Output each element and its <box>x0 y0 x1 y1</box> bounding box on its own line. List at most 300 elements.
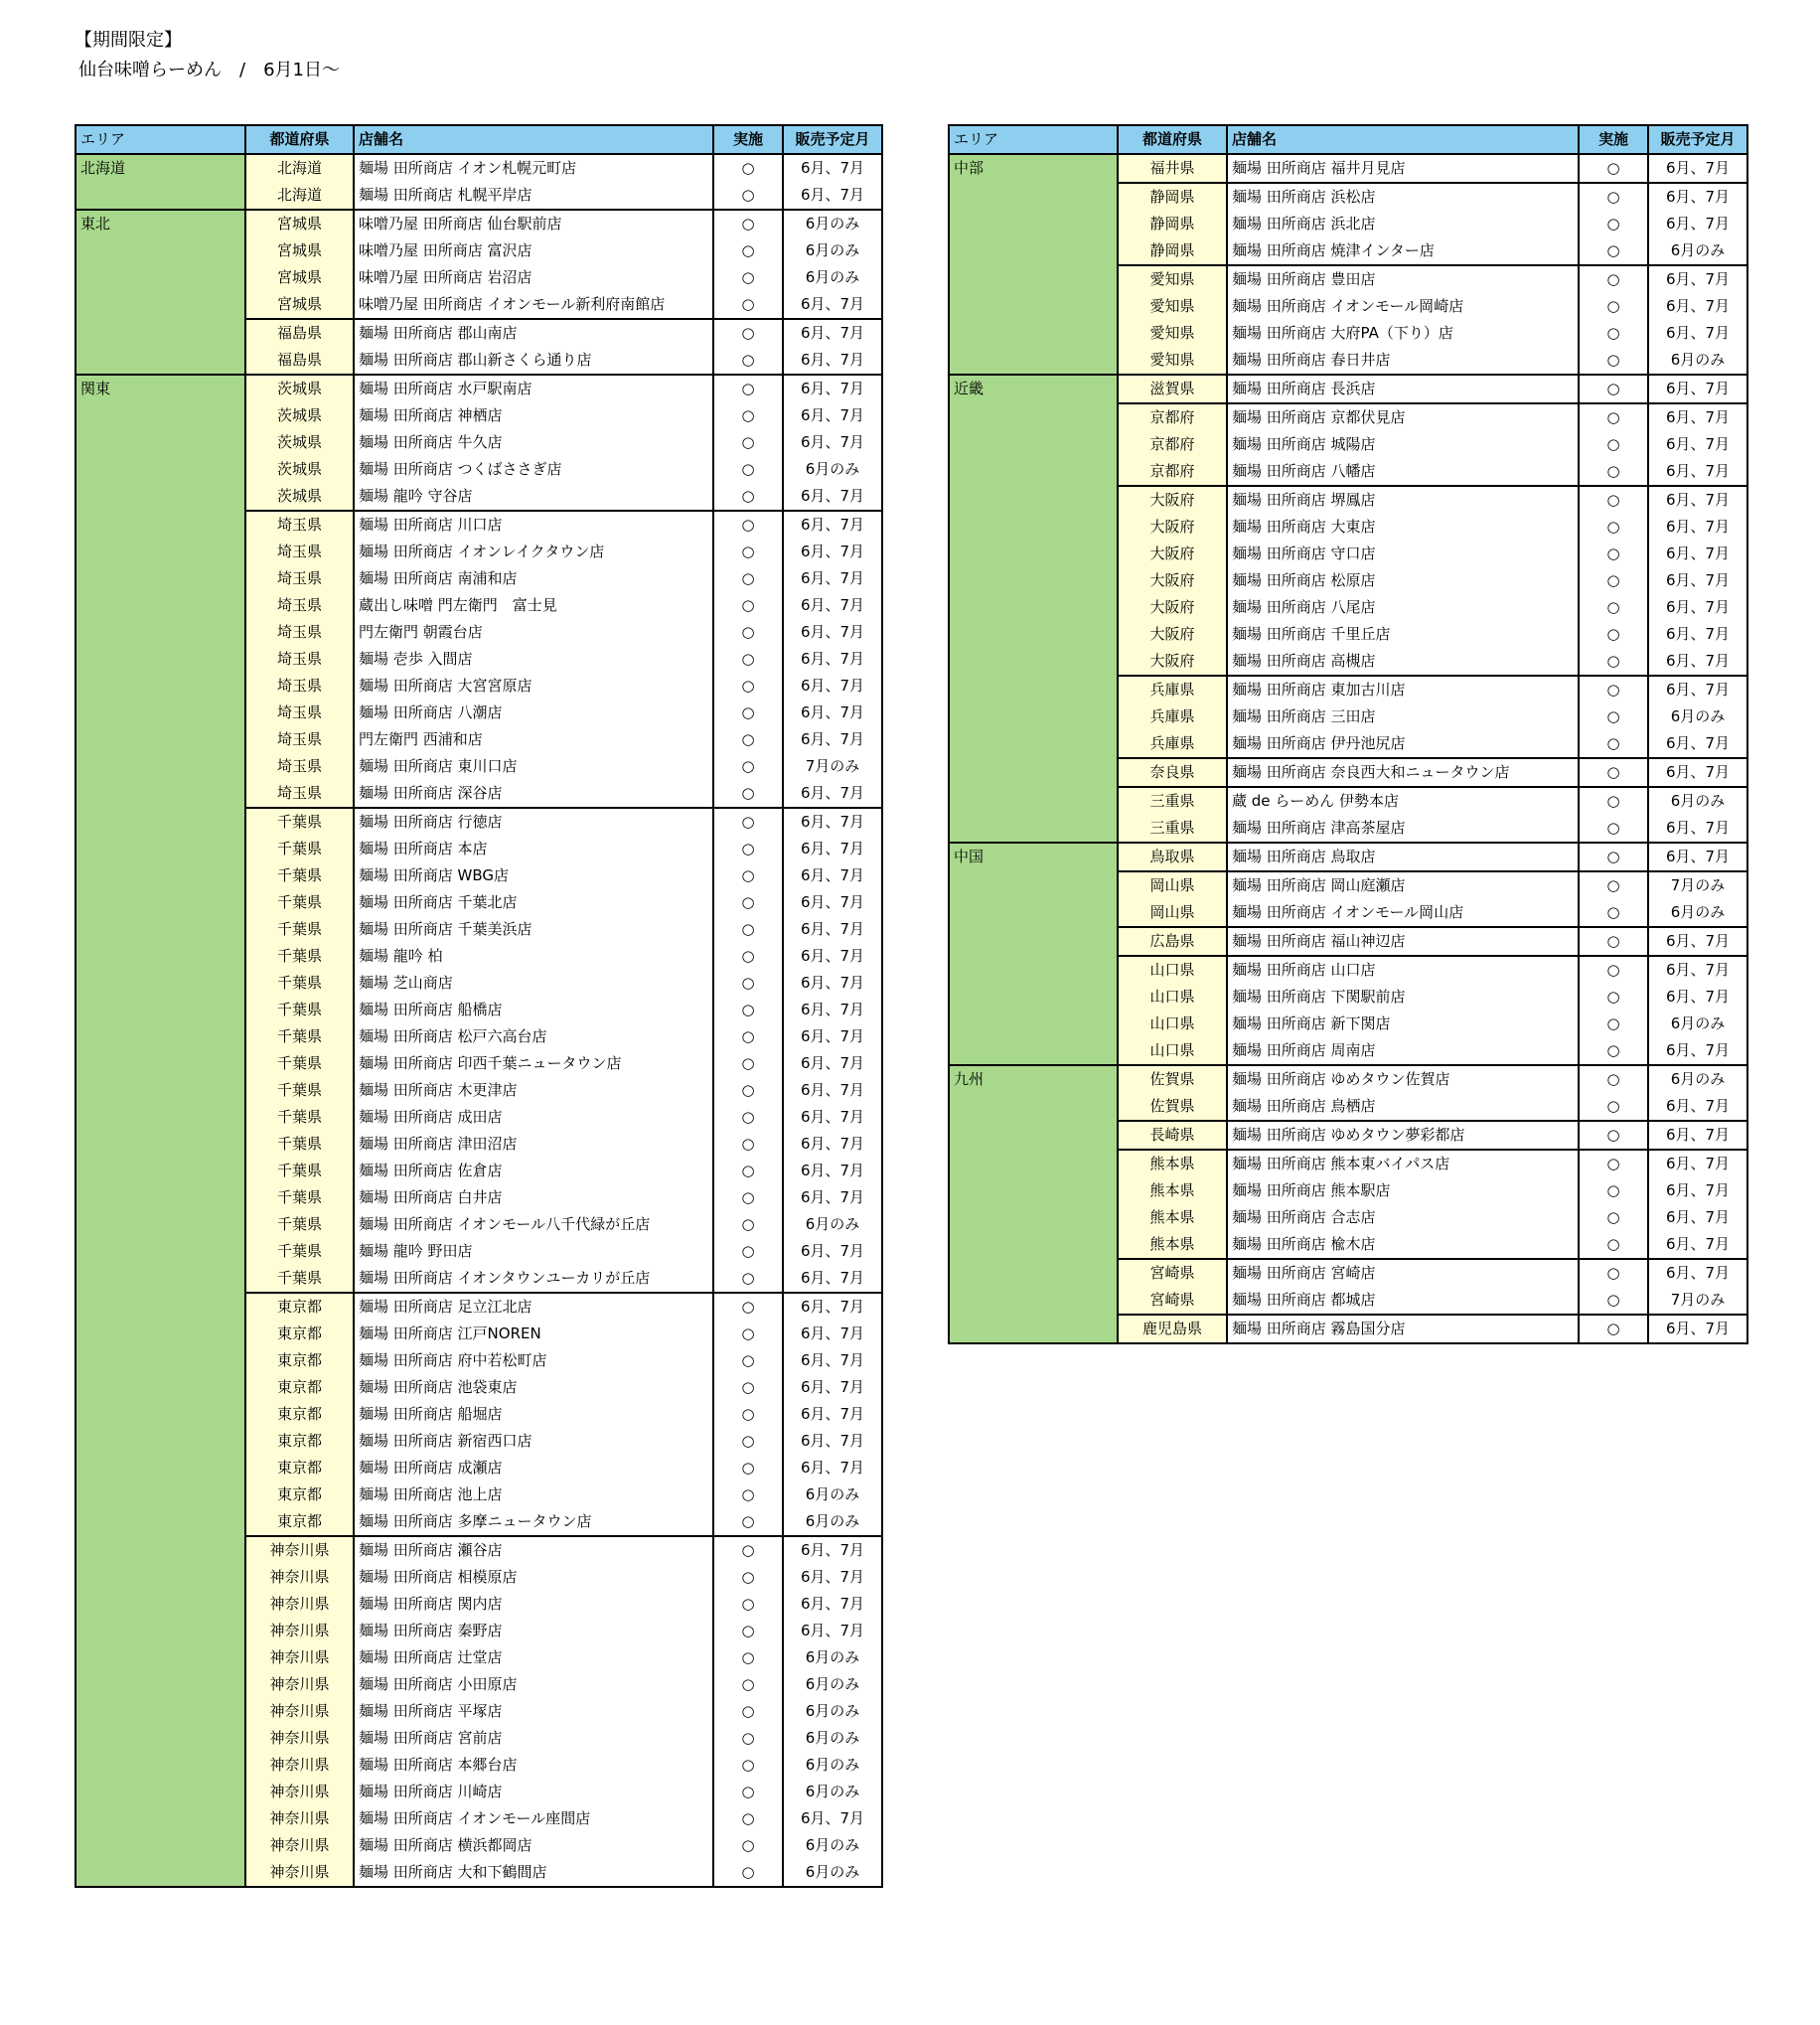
prefecture-cell: 神奈川県 <box>245 1591 354 1618</box>
store-name-cell: 麺場 田所商店 宮崎店 <box>1227 1259 1579 1287</box>
store-name-cell: 麺場 田所商店 横浜都岡店 <box>354 1832 713 1859</box>
store-table-left <box>75 124 883 1888</box>
sales-month-cell: 6月、7月 <box>1648 320 1747 347</box>
prefecture-cell: 神奈川県 <box>245 1536 354 1564</box>
prefecture-cell: 三重県 <box>1118 815 1227 843</box>
store-name-cell: 麺場 田所商店 WBG店 <box>354 862 713 889</box>
sales-month-cell: 7月のみ <box>1648 1287 1747 1315</box>
prefecture-cell: 長崎県 <box>1118 1121 1227 1150</box>
store-name-cell: 麺場 田所商店 福山神辺店 <box>1227 927 1579 956</box>
implementation-mark: ○ <box>713 1374 783 1401</box>
prefecture-cell: 大阪府 <box>1118 541 1227 567</box>
implementation-mark: ○ <box>1579 403 1648 431</box>
store-name-cell: 麺場 田所商店 イオンモール座間店 <box>354 1805 713 1832</box>
table-header-row <box>949 125 1747 154</box>
store-name-cell: 麺場 田所商店 大府PA（下り）店 <box>1227 320 1579 347</box>
sales-month-cell: 6月、7月 <box>1648 730 1747 758</box>
area-cell: 北海道 <box>76 154 245 210</box>
sales-month-cell: 6月、7月 <box>783 319 882 347</box>
sales-month-cell: 6月、7月 <box>1648 758 1747 787</box>
sales-month-cell: 6月、7月 <box>1648 1093 1747 1121</box>
prefecture-cell: 岡山県 <box>1118 899 1227 927</box>
implementation-mark: ○ <box>713 456 783 483</box>
store-name-cell: 麺場 田所商店 小田原店 <box>354 1671 713 1698</box>
sales-month-cell: 6月、7月 <box>783 347 882 375</box>
prefecture-cell: 広島県 <box>1118 927 1227 956</box>
store-name-cell: 麺場 田所商店 都城店 <box>1227 1287 1579 1315</box>
sales-month-cell: 6月のみ <box>1648 787 1747 815</box>
store-name-cell: 麺場 田所商店 秦野店 <box>354 1618 713 1644</box>
prefecture-cell: 埼玉県 <box>245 726 354 753</box>
column-header-impl: 実施 <box>1579 125 1648 154</box>
sales-month-cell: 6月のみ <box>783 1779 882 1805</box>
store-name-cell: 麺場 田所商店 相模原店 <box>354 1564 713 1591</box>
sales-month-cell: 6月、7月 <box>783 511 882 539</box>
store-name-cell: 麺場 田所商店 大和下鶴間店 <box>354 1859 713 1887</box>
column-header-store: 店舗名 <box>1227 125 1579 154</box>
sales-month-cell: 6月、7月 <box>1648 1150 1747 1177</box>
store-name-cell: 麺場 龍吟 柏 <box>354 943 713 970</box>
store-name-cell: 麺場 田所商店 平塚店 <box>354 1698 713 1725</box>
implementation-mark: ○ <box>713 1077 783 1104</box>
prefecture-cell: 神奈川県 <box>245 1752 354 1779</box>
implementation-mark: ○ <box>1579 956 1648 984</box>
prefecture-cell: 奈良県 <box>1118 758 1227 787</box>
prefecture-cell: 千葉県 <box>245 1050 354 1077</box>
sales-month-cell: 6月、7月 <box>1648 183 1747 211</box>
table-header-row <box>76 125 882 154</box>
sales-month-cell: 6月、7月 <box>1648 541 1747 567</box>
sales-month-cell: 6月、7月 <box>783 592 882 619</box>
implementation-mark: ○ <box>713 1481 783 1508</box>
prefecture-cell: 神奈川県 <box>245 1805 354 1832</box>
sales-month-cell: 6月、7月 <box>1648 1177 1747 1204</box>
sales-month-cell: 6月、7月 <box>783 1347 882 1374</box>
implementation-mark: ○ <box>713 1644 783 1671</box>
prefecture-cell: 大阪府 <box>1118 621 1227 648</box>
sales-month-cell: 6月、7月 <box>783 1618 882 1644</box>
implementation-mark: ○ <box>713 997 783 1023</box>
period-label: 【期間限定】 <box>75 30 182 51</box>
store-name-cell: 麺場 田所商店 下関駅前店 <box>1227 984 1579 1011</box>
implementation-mark: ○ <box>713 1859 783 1887</box>
sales-month-cell: 6月、7月 <box>783 1184 882 1211</box>
implementation-mark: ○ <box>713 237 783 264</box>
sales-month-cell: 6月、7月 <box>1648 375 1747 403</box>
sales-month-cell: 6月、7月 <box>783 154 882 182</box>
sales-month-cell: 6月、7月 <box>783 1374 882 1401</box>
sales-month-cell: 6月、7月 <box>783 836 882 862</box>
sales-month-cell: 6月のみ <box>783 1832 882 1859</box>
prefecture-cell: 鳥取県 <box>1118 843 1227 871</box>
prefecture-cell: 熊本県 <box>1118 1204 1227 1231</box>
sales-month-cell: 6月のみ <box>783 1211 882 1238</box>
prefecture-cell: 大阪府 <box>1118 514 1227 541</box>
implementation-mark: ○ <box>713 970 783 997</box>
store-name-cell: 麺場 田所商店 川口店 <box>354 511 713 539</box>
sales-month-cell: 6月、7月 <box>783 1238 882 1265</box>
sales-month-cell: 6月、7月 <box>1648 1231 1747 1259</box>
store-name-cell: 味噌乃屋 田所商店 岩沼店 <box>354 264 713 291</box>
sales-month-cell: 6月、7月 <box>1648 843 1747 871</box>
prefecture-cell: 千葉県 <box>245 970 354 997</box>
implementation-mark: ○ <box>1579 237 1648 265</box>
store-name-cell: 麺場 田所商店 熊本東バイパス店 <box>1227 1150 1579 1177</box>
store-name-cell: 麺場 田所商店 霧島国分店 <box>1227 1315 1579 1343</box>
prefecture-cell: 神奈川県 <box>245 1644 354 1671</box>
implementation-mark: ○ <box>713 483 783 511</box>
store-name-cell: 麺場 田所商店 宮前店 <box>354 1725 713 1752</box>
implementation-mark: ○ <box>1579 815 1648 843</box>
store-name-cell: 麺場 田所商店 行徳店 <box>354 808 713 836</box>
sales-month-cell: 6月、7月 <box>783 483 882 511</box>
store-name-cell: 麺場 田所商店 奈良西大和ニュータウン店 <box>1227 758 1579 787</box>
sales-month-cell: 6月のみ <box>783 1671 882 1698</box>
implementation-mark: ○ <box>1579 211 1648 237</box>
implementation-mark: ○ <box>713 511 783 539</box>
implementation-mark: ○ <box>713 943 783 970</box>
prefecture-cell: 愛知県 <box>1118 347 1227 375</box>
sales-month-cell: 6月、7月 <box>783 402 882 429</box>
prefecture-cell: 宮城県 <box>245 210 354 237</box>
store-name-cell: 麺場 田所商店 イオンタウンユーカリが丘店 <box>354 1265 713 1293</box>
table-row <box>76 154 882 182</box>
implementation-mark: ○ <box>713 673 783 700</box>
implementation-mark: ○ <box>1579 927 1648 956</box>
store-name-cell: 麺場 龍吟 野田店 <box>354 1238 713 1265</box>
store-name-cell: 麺場 田所商店 イオンモール岡崎店 <box>1227 293 1579 320</box>
sales-month-cell: 6月のみ <box>783 210 882 237</box>
implementation-mark: ○ <box>713 1508 783 1536</box>
implementation-mark: ○ <box>1579 984 1648 1011</box>
sales-month-cell: 6月、7月 <box>783 646 882 673</box>
sales-month-cell: 6月、7月 <box>1648 293 1747 320</box>
store-name-cell: 麺場 田所商店 津田沼店 <box>354 1131 713 1158</box>
prefecture-cell: 宮城県 <box>245 237 354 264</box>
implementation-mark: ○ <box>1579 154 1648 183</box>
sales-month-cell: 6月、7月 <box>1648 984 1747 1011</box>
sales-month-cell: 6月、7月 <box>783 862 882 889</box>
implementation-mark: ○ <box>1579 293 1648 320</box>
implementation-mark: ○ <box>713 429 783 456</box>
implementation-mark: ○ <box>713 319 783 347</box>
sales-month-cell: 6月のみ <box>783 1481 882 1508</box>
implementation-mark: ○ <box>1579 1231 1648 1259</box>
prefecture-cell: 山口県 <box>1118 984 1227 1011</box>
store-name-cell: 麺場 田所商店 岡山庭瀬店 <box>1227 871 1579 899</box>
table-row <box>949 375 1747 403</box>
prefecture-cell: 東京都 <box>245 1508 354 1536</box>
store-name-cell: 麺場 田所商店 八潮店 <box>354 700 713 726</box>
store-name-cell: 麺場 田所商店 白井店 <box>354 1184 713 1211</box>
implementation-mark: ○ <box>1579 1204 1648 1231</box>
implementation-mark: ○ <box>1579 541 1648 567</box>
store-name-cell: 麺場 田所商店 春日井店 <box>1227 347 1579 375</box>
sales-month-cell: 6月のみ <box>1648 347 1747 375</box>
sales-month-cell: 6月、7月 <box>1648 1121 1747 1150</box>
sales-month-cell: 6月、7月 <box>783 780 882 808</box>
store-name-cell: 麺場 田所商店 池袋東店 <box>354 1374 713 1401</box>
implementation-mark: ○ <box>713 154 783 182</box>
implementation-mark: ○ <box>713 1293 783 1321</box>
prefecture-cell: 神奈川県 <box>245 1671 354 1698</box>
implementation-mark: ○ <box>713 862 783 889</box>
prefecture-cell: 千葉県 <box>245 808 354 836</box>
implementation-mark: ○ <box>713 1023 783 1050</box>
implementation-mark: ○ <box>1579 458 1648 486</box>
area-cell: 中国 <box>949 843 1118 1065</box>
implementation-mark: ○ <box>713 1158 783 1184</box>
sales-month-cell: 6月のみ <box>783 1752 882 1779</box>
store-name-cell: 麺場 田所商店 新宿西口店 <box>354 1428 713 1455</box>
sales-month-cell: 6月、7月 <box>783 916 882 943</box>
store-table-right <box>948 124 1748 1344</box>
implementation-mark: ○ <box>713 1698 783 1725</box>
sales-month-cell: 6月のみ <box>783 1859 882 1887</box>
sales-month-cell: 6月のみ <box>783 1508 882 1536</box>
prefecture-cell: 熊本県 <box>1118 1231 1227 1259</box>
prefecture-cell: 埼玉県 <box>245 565 354 592</box>
document-title: 仙台味噌らーめん / 6月1日～ <box>78 60 340 80</box>
prefecture-cell: 山口県 <box>1118 956 1227 984</box>
sales-month-cell: 6月、7月 <box>1648 458 1747 486</box>
store-name-cell: 麺場 田所商店 豊田店 <box>1227 265 1579 293</box>
store-name-cell: 麺場 田所商店 津高茶屋店 <box>1227 815 1579 843</box>
sales-month-cell: 6月、7月 <box>1648 648 1747 676</box>
implementation-mark: ○ <box>713 1211 783 1238</box>
implementation-mark: ○ <box>713 1131 783 1158</box>
implementation-mark: ○ <box>713 182 783 210</box>
prefecture-cell: 神奈川県 <box>245 1698 354 1725</box>
implementation-mark: ○ <box>713 539 783 565</box>
prefecture-cell: 千葉県 <box>245 916 354 943</box>
prefecture-cell: 神奈川県 <box>245 1859 354 1887</box>
sales-month-cell: 6月、7月 <box>1648 211 1747 237</box>
sales-month-cell: 6月のみ <box>1648 703 1747 730</box>
prefecture-cell: 千葉県 <box>245 1104 354 1131</box>
implementation-mark: ○ <box>713 592 783 619</box>
store-name-cell: 麺場 田所商店 瀬谷店 <box>354 1536 713 1564</box>
implementation-mark: ○ <box>713 700 783 726</box>
implementation-mark: ○ <box>1579 730 1648 758</box>
prefecture-cell: 千葉県 <box>245 1184 354 1211</box>
sales-month-cell: 6月、7月 <box>1648 594 1747 621</box>
prefecture-cell: 千葉県 <box>245 1077 354 1104</box>
implementation-mark: ○ <box>1579 265 1648 293</box>
sales-month-cell: 6月、7月 <box>1648 927 1747 956</box>
store-name-cell: 麺場 田所商店 ゆめタウン夢彩都店 <box>1227 1121 1579 1150</box>
implementation-mark: ○ <box>1579 648 1648 676</box>
area-cell: 中部 <box>949 154 1118 375</box>
prefecture-cell: 神奈川県 <box>245 1618 354 1644</box>
implementation-mark: ○ <box>713 291 783 319</box>
store-name-cell: 麺場 田所商店 堺鳳店 <box>1227 486 1579 514</box>
prefecture-cell: 茨城県 <box>245 429 354 456</box>
sales-month-cell: 6月、7月 <box>783 889 882 916</box>
sales-month-cell: 6月、7月 <box>1648 431 1747 458</box>
implementation-mark: ○ <box>713 916 783 943</box>
store-name-cell: 門左衛門 西浦和店 <box>354 726 713 753</box>
sales-month-cell: 6月、7月 <box>783 943 882 970</box>
implementation-mark: ○ <box>713 1104 783 1131</box>
implementation-mark: ○ <box>713 1184 783 1211</box>
sales-month-cell: 6月、7月 <box>1648 1037 1747 1065</box>
prefecture-cell: 東京都 <box>245 1347 354 1374</box>
prefecture-cell: 神奈川県 <box>245 1725 354 1752</box>
prefecture-cell: 滋賀県 <box>1118 375 1227 403</box>
store-name-cell: 麺場 田所商店 イオンモール八千代緑が丘店 <box>354 1211 713 1238</box>
sales-month-cell: 6月、7月 <box>783 997 882 1023</box>
store-name-cell: 麺場 田所商店 イオンモール岡山店 <box>1227 899 1579 927</box>
sales-month-cell: 6月のみ <box>783 1698 882 1725</box>
store-name-cell: 麺場 田所商店 郡山南店 <box>354 319 713 347</box>
prefecture-cell: 北海道 <box>245 154 354 182</box>
implementation-mark: ○ <box>1579 899 1648 927</box>
sales-month-cell: 6月のみ <box>783 1725 882 1752</box>
store-name-cell: 麺場 田所商店 松原店 <box>1227 567 1579 594</box>
prefecture-cell: 三重県 <box>1118 787 1227 815</box>
sales-month-cell: 6月、7月 <box>783 1591 882 1618</box>
implementation-mark: ○ <box>713 1265 783 1293</box>
store-name-cell: 麺場 田所商店 水戸駅南店 <box>354 375 713 402</box>
prefecture-cell: 茨城県 <box>245 456 354 483</box>
table-row <box>949 154 1747 183</box>
prefecture-cell: 千葉県 <box>245 1131 354 1158</box>
store-name-cell: 麺場 田所商店 福井月見店 <box>1227 154 1579 183</box>
implementation-mark: ○ <box>713 836 783 862</box>
prefecture-cell: 宮崎県 <box>1118 1259 1227 1287</box>
sales-month-cell: 6月、7月 <box>783 1158 882 1184</box>
sales-month-cell: 6月のみ <box>1648 899 1747 927</box>
implementation-mark: ○ <box>1579 486 1648 514</box>
prefecture-cell: 東京都 <box>245 1374 354 1401</box>
prefecture-cell: 愛知県 <box>1118 320 1227 347</box>
implementation-mark: ○ <box>713 1347 783 1374</box>
prefecture-cell: 東京都 <box>245 1481 354 1508</box>
prefecture-cell: 大阪府 <box>1118 648 1227 676</box>
sales-month-cell: 6月、7月 <box>1648 154 1747 183</box>
sales-month-cell: 6月、7月 <box>783 565 882 592</box>
sales-month-cell: 6月、7月 <box>783 1536 882 1564</box>
prefecture-cell: 佐賀県 <box>1118 1065 1227 1093</box>
store-name-cell: 麺場 田所商店 楡木店 <box>1227 1231 1579 1259</box>
prefecture-cell: 神奈川県 <box>245 1564 354 1591</box>
implementation-mark: ○ <box>1579 1150 1648 1177</box>
implementation-mark: ○ <box>1579 320 1648 347</box>
store-name-cell: 麺場 田所商店 郡山新さくら通り店 <box>354 347 713 375</box>
prefecture-cell: 埼玉県 <box>245 780 354 808</box>
implementation-mark: ○ <box>713 1591 783 1618</box>
prefecture-cell: 千葉県 <box>245 1023 354 1050</box>
store-name-cell: 麺場 田所商店 ゆめタウン佐賀店 <box>1227 1065 1579 1093</box>
table-row <box>76 375 882 402</box>
implementation-mark: ○ <box>1579 1259 1648 1287</box>
column-header-month: 販売予定月 <box>1648 125 1747 154</box>
sales-month-cell: 6月、7月 <box>783 1293 882 1321</box>
prefecture-cell: 千葉県 <box>245 997 354 1023</box>
store-name-cell: 麺場 田所商店 江戸NOREN <box>354 1321 713 1347</box>
sales-month-cell: 6月、7月 <box>783 726 882 753</box>
store-name-cell: 味噌乃屋 田所商店 仙台駅前店 <box>354 210 713 237</box>
store-name-cell: 麺場 田所商店 三田店 <box>1227 703 1579 730</box>
prefecture-cell: 愛知県 <box>1118 293 1227 320</box>
implementation-mark: ○ <box>713 1536 783 1564</box>
implementation-mark: ○ <box>713 210 783 237</box>
implementation-mark: ○ <box>713 646 783 673</box>
sales-month-cell: 6月、7月 <box>1648 621 1747 648</box>
prefecture-cell: 宮崎県 <box>1118 1287 1227 1315</box>
sales-month-cell: 6月、7月 <box>783 1077 882 1104</box>
sales-month-cell: 6月、7月 <box>1648 956 1747 984</box>
sales-month-cell: 6月、7月 <box>783 291 882 319</box>
implementation-mark: ○ <box>1579 843 1648 871</box>
store-name-cell: 麺場 田所商店 熊本駅店 <box>1227 1177 1579 1204</box>
store-name-cell: 麺場 田所商店 船堀店 <box>354 1401 713 1428</box>
implementation-mark: ○ <box>713 1455 783 1481</box>
sales-month-cell: 6月、7月 <box>783 970 882 997</box>
implementation-mark: ○ <box>713 1779 783 1805</box>
sales-month-cell: 6月、7月 <box>1648 567 1747 594</box>
sales-month-cell: 6月、7月 <box>1648 815 1747 843</box>
store-name-cell: 麺場 田所商店 南浦和店 <box>354 565 713 592</box>
sales-month-cell: 6月、7月 <box>783 619 882 646</box>
implementation-mark: ○ <box>1579 431 1648 458</box>
implementation-mark: ○ <box>713 753 783 780</box>
implementation-mark: ○ <box>1579 1011 1648 1037</box>
prefecture-cell: 東京都 <box>245 1321 354 1347</box>
implementation-mark: ○ <box>1579 1287 1648 1315</box>
store-name-cell: 麺場 田所商店 イオンレイクタウン店 <box>354 539 713 565</box>
store-name-cell: 麺場 田所商店 浜北店 <box>1227 211 1579 237</box>
sales-month-cell: 6月、7月 <box>783 1265 882 1293</box>
prefecture-cell: 兵庫県 <box>1118 703 1227 730</box>
prefecture-cell: 埼玉県 <box>245 619 354 646</box>
store-name-cell: 蔵 de らーめん 伊勢本店 <box>1227 787 1579 815</box>
table-row <box>76 210 882 237</box>
store-name-cell: 麺場 田所商店 鳥栖店 <box>1227 1093 1579 1121</box>
prefecture-cell: 千葉県 <box>245 862 354 889</box>
prefecture-cell: 静岡県 <box>1118 211 1227 237</box>
prefecture-cell: 埼玉県 <box>245 592 354 619</box>
implementation-mark: ○ <box>713 1238 783 1265</box>
store-name-cell: 麺場 田所商店 池上店 <box>354 1481 713 1508</box>
store-name-cell: 麺場 田所商店 鳥取店 <box>1227 843 1579 871</box>
sales-month-cell: 6月、7月 <box>1648 676 1747 703</box>
implementation-mark: ○ <box>713 1618 783 1644</box>
prefecture-cell: 宮城県 <box>245 264 354 291</box>
store-name-cell: 麺場 田所商店 多摩ニュータウン店 <box>354 1508 713 1536</box>
store-name-cell: 麺場 田所商店 東川口店 <box>354 753 713 780</box>
store-name-cell: 麺場 田所商店 成瀬店 <box>354 1455 713 1481</box>
store-name-cell: 麺場 田所商店 印西千葉ニュータウン店 <box>354 1050 713 1077</box>
column-header-impl: 実施 <box>713 125 783 154</box>
store-name-cell: 麺場 田所商店 府中若松町店 <box>354 1347 713 1374</box>
prefecture-cell: 宮城県 <box>245 291 354 319</box>
store-name-cell: 麺場 田所商店 川崎店 <box>354 1779 713 1805</box>
sales-month-cell: 6月のみ <box>1648 1011 1747 1037</box>
sales-month-cell: 6月、7月 <box>1648 1259 1747 1287</box>
store-name-cell: 麺場 田所商店 山口店 <box>1227 956 1579 984</box>
store-name-cell: 麺場 田所商店 城陽店 <box>1227 431 1579 458</box>
implementation-mark: ○ <box>713 1805 783 1832</box>
area-cell: 九州 <box>949 1065 1118 1343</box>
store-name-cell: 麺場 壱歩 入間店 <box>354 646 713 673</box>
prefecture-cell: 兵庫県 <box>1118 730 1227 758</box>
sales-month-cell: 6月のみ <box>783 264 882 291</box>
store-name-cell: 麺場 田所商店 長浜店 <box>1227 375 1579 403</box>
store-name-cell: 麺場 田所商店 伊丹池尻店 <box>1227 730 1579 758</box>
sales-month-cell: 6月、7月 <box>783 182 882 210</box>
